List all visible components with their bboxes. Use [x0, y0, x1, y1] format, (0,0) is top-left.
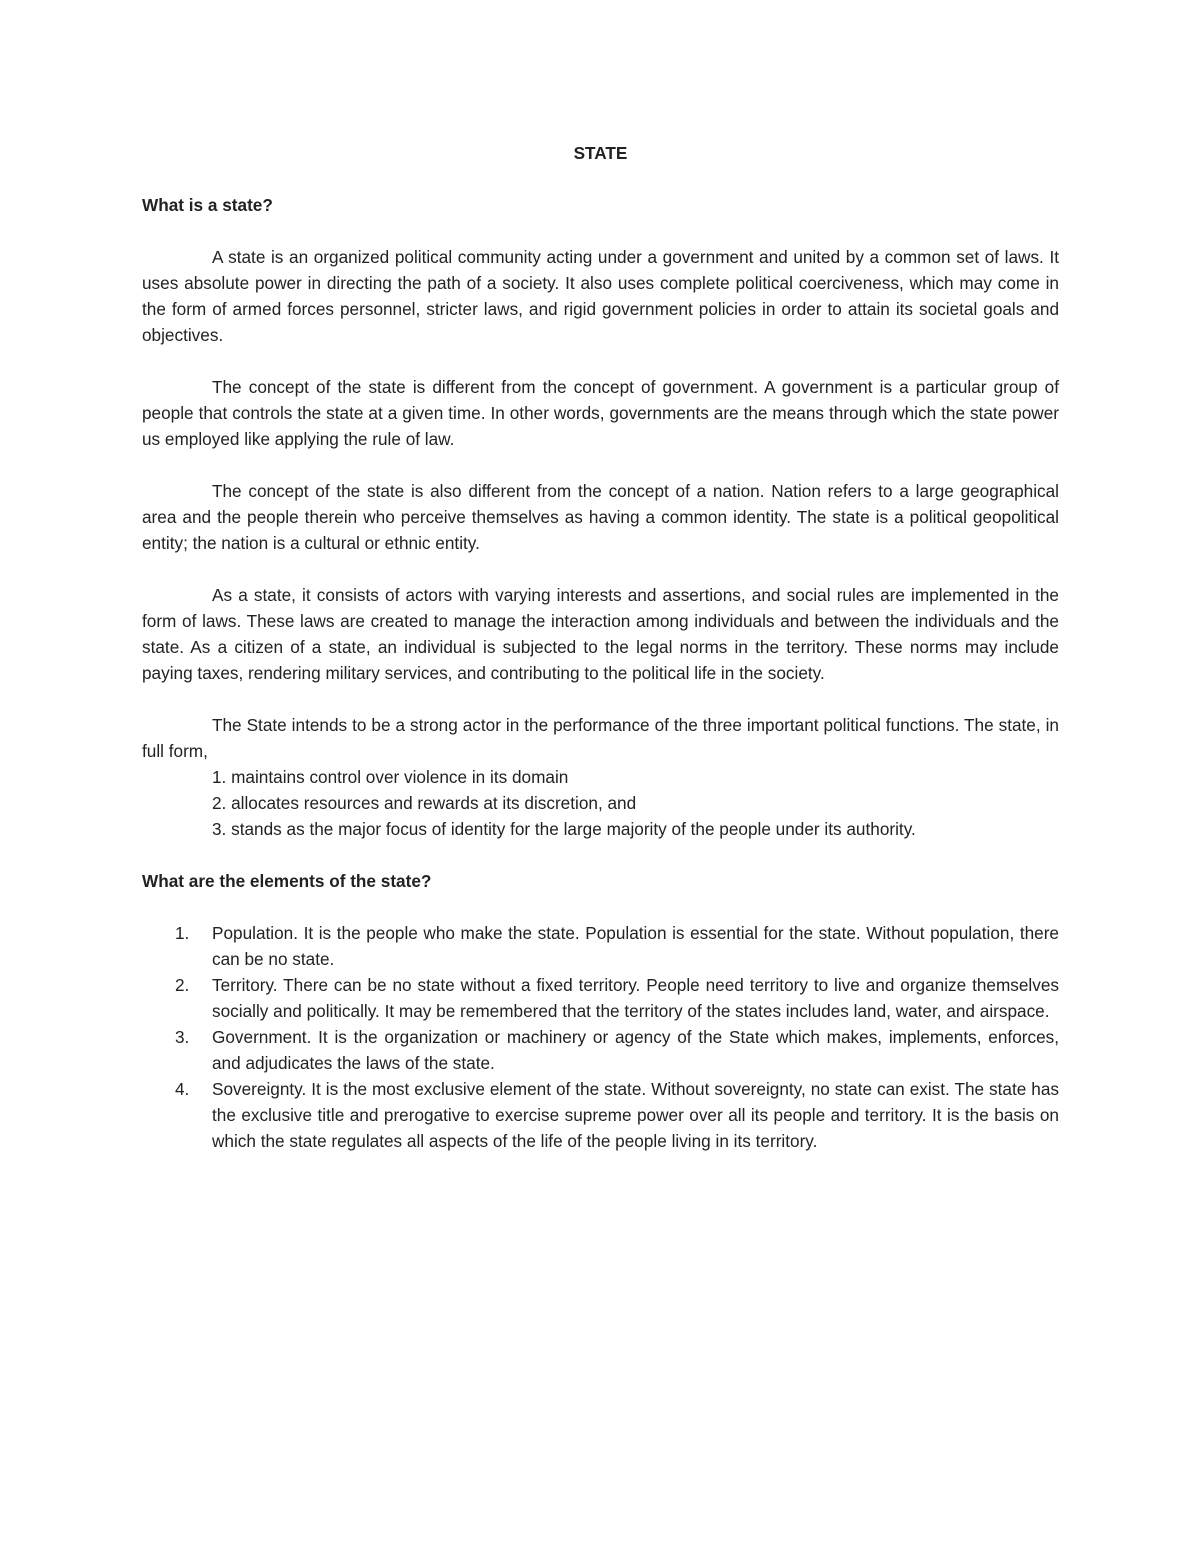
- document-title: STATE: [573, 143, 628, 163]
- list-text: Sovereignty. It is the most exclusive element of the state. Without sovereignty, no state can exist. The state has the exclusive title and prerogative to exercise supreme power over all its people and territory. It is the basis on which the state regulates all aspects of the life of the people living in its territory.: [212, 1079, 1059, 1151]
- paragraph: A state is an organized political community acting under a government and united by a common set of laws. It uses absolute power in directing the path of a society. It also uses complete political coerciveness, which may come in the form of armed forces personnel, stricter laws, and rigid government policies in order to attain its societal goals and objectives.: [142, 247, 1059, 345]
- section-heading-elements: What are the elements of the state?: [142, 871, 432, 891]
- document-page: [142, 140, 1059, 1154]
- list-item: [175, 920, 1059, 972]
- list-text: Population. It is the people who make the state. Population is essential for the state. Without population, there can be no state.: [212, 923, 1059, 969]
- list-item: 2. allocates resources and rewards at its discretion, and: [212, 793, 637, 813]
- paragraph: The State intends to be a strong actor in the performance of the three important political functions. The state, in full form,: [142, 715, 1059, 761]
- list-text: Government. It is the organization or machinery or agency of the State which makes, implements, enforces, and adjudicates the laws of the state.: [212, 1027, 1059, 1073]
- list-item: 3. stands as the major focus of identity for the large majority of the people under its authority.: [212, 819, 916, 839]
- paragraph: As a state, it consists of actors with varying interests and assertions, and social rules are implemented in the form of laws. These laws are created to manage the interaction among individuals and between the individuals and the state. As a citizen of a state, an individual is subjected to the legal norms in the territory. These norms may include paying taxes, rendering military services, and contributing to the political life in the society.: [142, 585, 1059, 683]
- functions-list: [142, 764, 1059, 842]
- paragraph: The concept of the state is different from the concept of government. A government is a particular group of people that controls the state at a given time. In other words, governments are the means through which the state power us employed like applying the rule of law.: [142, 377, 1059, 449]
- list-number: 2.: [175, 975, 190, 995]
- list-text: Territory. There can be no state without a fixed territory. People need territory to live and organize themselves socially and politically. It may be remembered that the territory of the states includes land, water, and airspace.: [212, 975, 1059, 1021]
- list-item: [175, 972, 1059, 1024]
- paragraph: The concept of the state is also different from the concept of a nation. Nation refers to a large geographical area and the people therein who perceive themselves as having a common identity. The state is a political geopolitical entity; the nation is a cultural or ethnic entity.: [142, 481, 1059, 553]
- list-number: 3.: [175, 1027, 190, 1047]
- list-item: [175, 1076, 1059, 1154]
- list-number: 4.: [175, 1079, 190, 1099]
- elements-list: [142, 920, 1059, 1154]
- list-number: 1.: [175, 923, 190, 943]
- list-item: 1. maintains control over violence in its domain: [212, 767, 569, 787]
- section-heading-what-is-state: What is a state?: [142, 195, 273, 215]
- list-item: [175, 1024, 1059, 1076]
